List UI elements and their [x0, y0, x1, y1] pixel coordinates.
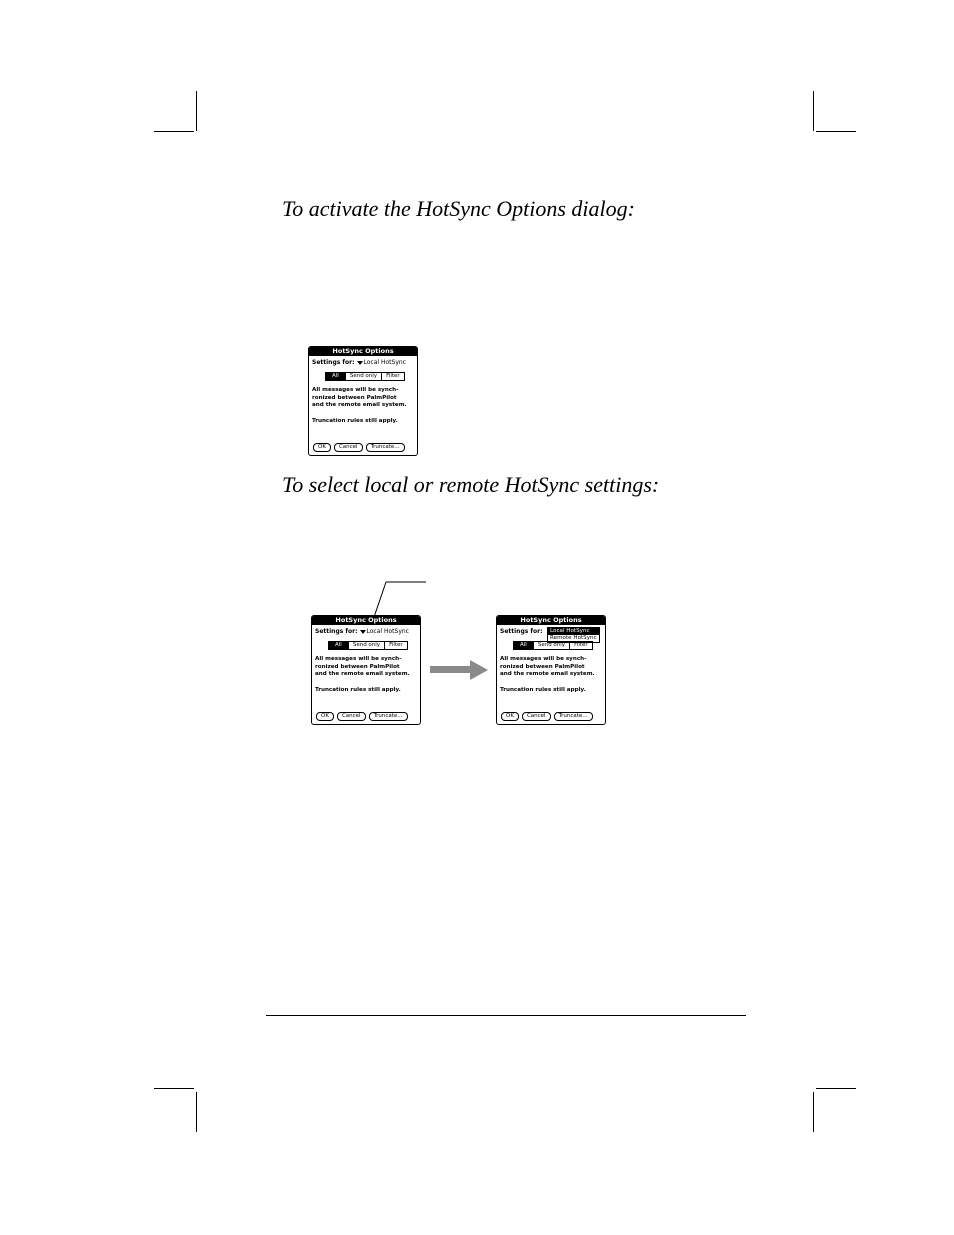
- dialog-buttons: [501, 712, 593, 721]
- segment-filter[interactable]: Filter: [569, 642, 592, 649]
- segment-all[interactable]: All: [514, 642, 533, 649]
- dropdown-arrow-icon[interactable]: [357, 361, 363, 365]
- popup-item-remote-hotsync[interactable]: Remote HotSync: [550, 635, 597, 641]
- heading-select: To select local or remote HotSync settings:: [282, 472, 660, 497]
- segment-filter[interactable]: Filter: [381, 373, 404, 380]
- settings-row: [315, 628, 409, 636]
- truncation-note: Truncation rules still apply.: [500, 686, 586, 693]
- dialog-title: HotSync Options: [497, 616, 605, 625]
- settings-value[interactable]: Local HotSync: [366, 628, 409, 635]
- cancel-button[interactable]: Cancel: [334, 443, 363, 452]
- crop-mark: [154, 131, 194, 132]
- segment-send-only[interactable]: Send only: [348, 642, 384, 649]
- dropdown-arrow-icon[interactable]: [360, 630, 366, 634]
- cancel-button[interactable]: Cancel: [522, 712, 551, 721]
- segment-send-only[interactable]: Send only: [533, 642, 569, 649]
- arrow-icon: [430, 666, 470, 673]
- hotsync-options-dialog-popup-open: [496, 615, 606, 725]
- hotsync-options-dialog-before: [311, 615, 421, 725]
- segment-filter[interactable]: Filter: [384, 642, 407, 649]
- dialog-message: All messages will be synch- ronized between PalmPilot and the remote email system. Truncation rules still apply.: [312, 387, 416, 425]
- settings-label: Settings for:: [312, 359, 355, 366]
- filter-segmented-control: [328, 641, 408, 650]
- segment-send-only[interactable]: Send only: [345, 373, 381, 380]
- filter-segmented-control: [325, 372, 405, 381]
- truncation-note: Truncation rules still apply.: [312, 417, 398, 424]
- settings-row: [500, 628, 543, 636]
- segment-all[interactable]: All: [326, 373, 345, 380]
- dialog-message: All messages will be synch- ronized between PalmPilot and the remote email system. Truncation rules still apply.: [500, 656, 604, 694]
- popup-item-local-hotsync[interactable]: Local HotSync: [548, 628, 599, 635]
- crop-mark: [816, 131, 856, 132]
- crop-mark: [196, 1092, 197, 1132]
- filter-segmented-control: [513, 641, 593, 650]
- cancel-button[interactable]: Cancel: [337, 712, 366, 721]
- hotsync-options-dialog: [308, 346, 418, 456]
- dialog-title: HotSync Options: [309, 347, 417, 356]
- truncation-note: Truncation rules still apply.: [315, 686, 401, 693]
- footer-rule: [266, 1015, 746, 1016]
- dialog-buttons: [313, 443, 405, 452]
- crop-mark: [154, 1088, 194, 1089]
- truncate-button[interactable]: Truncate...: [369, 712, 408, 721]
- crop-mark: [813, 1092, 814, 1132]
- crop-mark: [196, 91, 197, 131]
- crop-mark: [816, 1088, 856, 1089]
- truncate-button[interactable]: Truncate...: [366, 443, 405, 452]
- crop-mark: [813, 91, 814, 131]
- dialog-title: HotSync Options: [312, 616, 420, 625]
- ok-button[interactable]: OK: [501, 712, 519, 721]
- settings-label: Settings for:: [500, 628, 543, 635]
- settings-label: Settings for:: [315, 628, 358, 635]
- dialog-message: All messages will be synch- ronized between PalmPilot and the remote email system. Truncation rules still apply.: [315, 656, 419, 694]
- heading-activate: To activate the HotSync Options dialog:: [282, 196, 635, 221]
- arrow-head-icon: [470, 660, 488, 680]
- ok-button[interactable]: OK: [316, 712, 334, 721]
- ok-button[interactable]: OK: [313, 443, 331, 452]
- truncate-button[interactable]: Truncate...: [554, 712, 593, 721]
- segment-all[interactable]: All: [329, 642, 348, 649]
- settings-value[interactable]: Local HotSync: [363, 359, 406, 366]
- dialog-buttons: [316, 712, 408, 721]
- settings-row: [312, 359, 406, 367]
